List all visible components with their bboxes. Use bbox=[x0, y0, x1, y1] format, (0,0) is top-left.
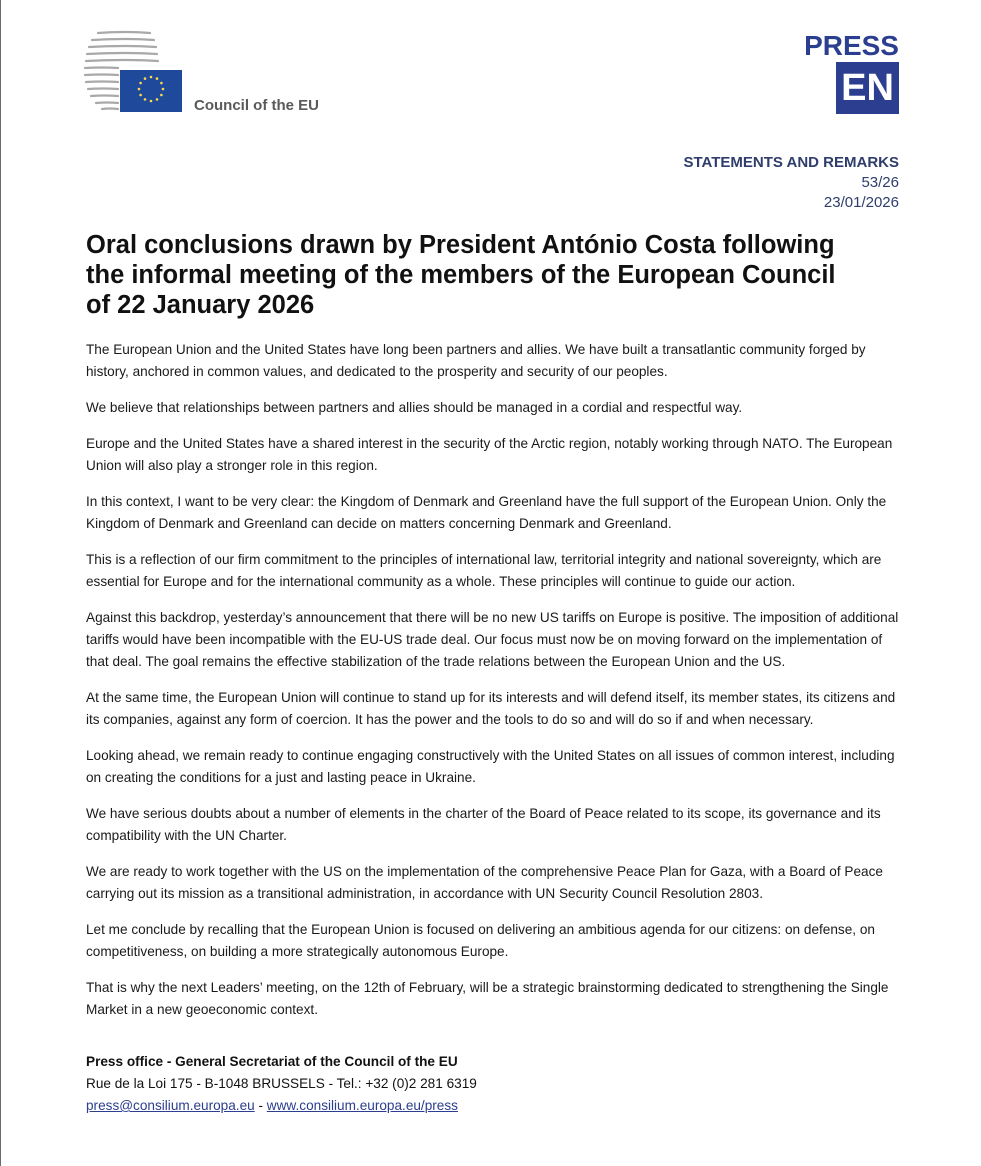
paragraph: Looking ahead, we remain ready to continue engaging constructively with the United States on all issues of common interest, including on creating the conditions for a just and lasting peace in Ukraine. bbox=[86, 748, 895, 785]
press-office-address: Rue de la Loi 175 - B-1048 BRUSSELS - Tel.: +32 (0)2 281 6319 bbox=[86, 1076, 477, 1091]
paragraph: Let me conclude by recalling that the European Union is focused on delivering an ambitious agenda for our citizens: on defense, on competitiveness, on building a more strategically autonomous Europe. bbox=[86, 922, 875, 959]
document-category: STATEMENTS AND REMARKS bbox=[683, 154, 899, 171]
link-separator: - bbox=[254, 1098, 267, 1113]
paragraph: At the same time, the European Union will continue to stand up for its interests and will defend itself, its member states, its citizens and its companies, against any form of coercion. It has the power and the tools to do so and will do so if and when necessary. bbox=[86, 690, 896, 727]
paragraph: Europe and the United States have a shared interest in the security of the Arctic region, notably working through NATO. The European Union will also play a stronger role in this region. bbox=[86, 436, 893, 473]
document-meta bbox=[683, 153, 899, 213]
council-logo bbox=[84, 30, 344, 120]
paragraph: Against this backdrop, yesterday’s announcement that there will be no new US tariffs on Europe is positive. The imposition of additional tariffs would have been incompatible with the EU-US trade deal. Our focus must now be on moving forward on the implementation of that deal. The goal remains the effective stabilization of the trade relations between the European Union and the US. bbox=[86, 610, 899, 669]
press-label: PRESS bbox=[804, 30, 899, 61]
paragraph: We have serious doubts about a number of elements in the charter of the Board of Peace related to its scope, its governance and its compatibility with the UN Charter. bbox=[86, 806, 881, 843]
paragraph: This is a reflection of our firm commitment to the principles of international law, territorial integrity and national sovereignty, which are essential for Europe and for the international community as a whole. These principles will continue to guide our action. bbox=[86, 552, 882, 589]
paragraph: We believe that relationships between partners and allies should be managed in a cordial and respectful way. bbox=[86, 400, 743, 415]
language-badge: EN bbox=[836, 62, 899, 114]
paragraph: In this context, I want to be very clear: the Kingdom of Denmark and Greenland have the full support of the European Union. Only the Kingdom of Denmark and Greenland can decide on matters concerning Denmark and Greenland. bbox=[86, 494, 887, 531]
document-date: 23/01/2026 bbox=[823, 194, 899, 211]
paragraph: That is why the next Leaders’ meeting, on the 12th of February, will be a strategic brainstorming dedicated to strengthening the Single Market in a new geoeconomic context. bbox=[86, 980, 889, 1017]
contact-links bbox=[86, 1095, 477, 1117]
email-link[interactable]: press@consilium.europa.eu bbox=[86, 1098, 255, 1113]
website-link[interactable]: www.consilium.europa.eu/press bbox=[266, 1098, 458, 1113]
organization-name: Council of the EU bbox=[194, 97, 319, 114]
page-edge bbox=[0, 0, 1, 1166]
press-office-footer bbox=[86, 1051, 477, 1117]
press-badge bbox=[789, 32, 899, 114]
council-building-icon bbox=[84, 30, 184, 116]
press-office-name: Press office - General Secretariat of the Council of the EU bbox=[86, 1054, 458, 1069]
document-body bbox=[86, 339, 906, 1035]
reference-number: 53/26 bbox=[861, 174, 899, 191]
paragraph: The European Union and the United States have long been partners and allies. We have built a transatlantic community forged by history, anchored in common values, and dedicated to the prosperity and security of our peoples. bbox=[86, 342, 866, 379]
eu-flag-icon bbox=[120, 70, 182, 112]
paragraph: We are ready to work together with the US on the implementation of the comprehensive Peace Plan for Gaza, with a Board of Peace carrying out its mission as a transitional administration, in accordance with UN Security Council Resolution 2803. bbox=[86, 864, 883, 901]
page-title: Oral conclusions drawn by President António Costa following the informal meeting of the members of the European Council of 22 January 2026 bbox=[86, 231, 836, 319]
